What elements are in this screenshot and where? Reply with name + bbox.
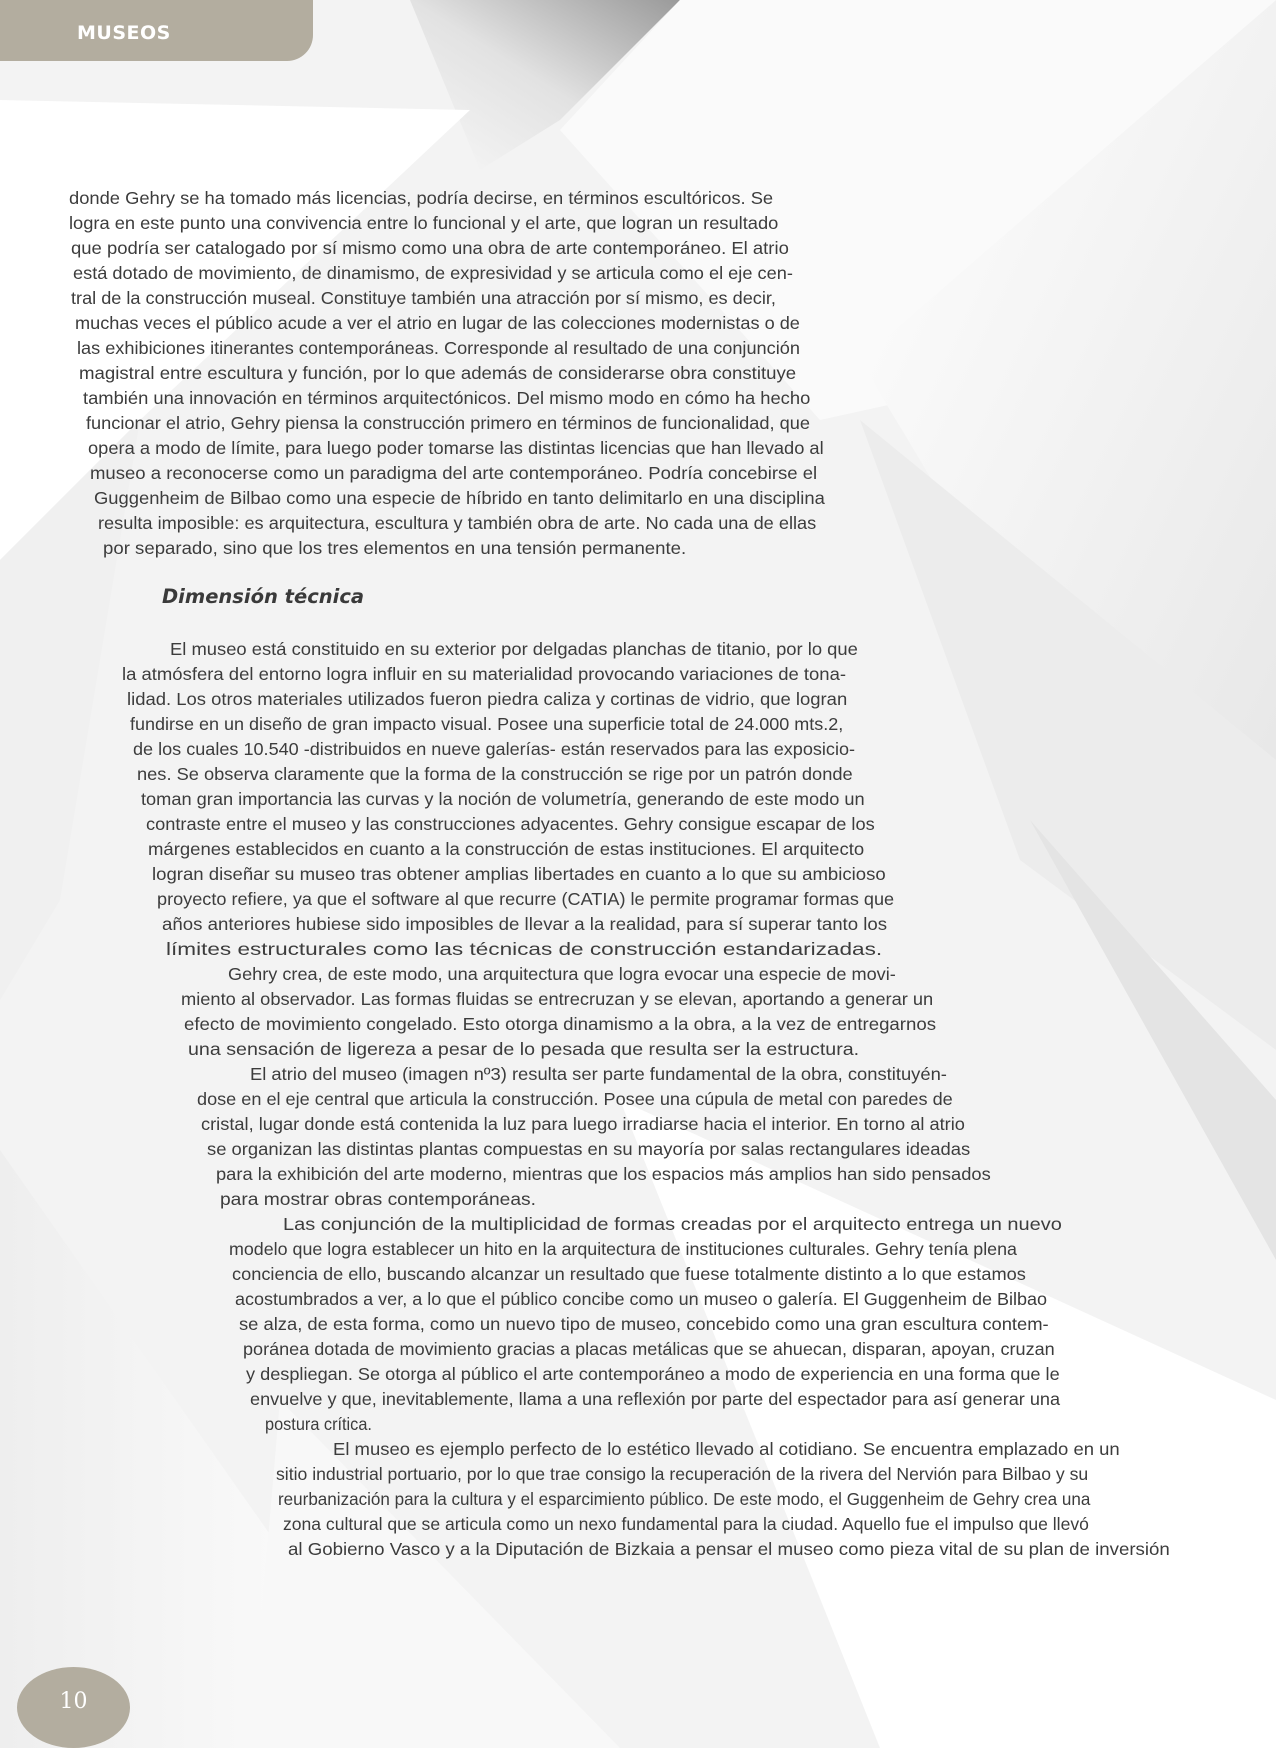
text-line: al Gobierno Vasco y a la Diputación de Bizkaia a pensar el museo como pieza vital de su plan de inversión xyxy=(288,1539,1170,1559)
text-line: El museo está constituido en su exterior por delgadas planchas de titanio, por lo que xyxy=(170,639,858,659)
text-line: donde Gehry se ha tomado más licencias, podría decirse, en términos escultóricos. Se xyxy=(69,188,774,208)
text-line: poránea dotada de movimiento gracias a placas metálicas que se ahuecan, disparan, apoyan, cruzan xyxy=(243,1339,1055,1359)
text-line: tral de la construcción museal. Constituye también una atracción por sí mismo, es decir, xyxy=(71,288,776,308)
text-line: la atmósfera del entorno logra influir en su materialidad provocando variaciones de tona- xyxy=(122,664,847,684)
text-line: miento al observador. Las formas fluidas se entrecruzan y se elevan, aportando a generar un xyxy=(181,989,934,1009)
section-tab xyxy=(0,0,313,61)
text-line: se alza, de esta forma, como un nuevo tipo de museo, concebido como una gran escultura contem- xyxy=(239,1314,1049,1334)
text-line: Las conjunción de la multiplicidad de formas creadas por el arquitecto entrega un nuevo xyxy=(283,1214,1062,1234)
text-line: de los cuales 10.540 -distribuidos en nueve galerías- están reservados para las exposicio- xyxy=(133,739,856,759)
text-line: límites estructurales como las técnicas de construcción estandarizadas. xyxy=(166,939,883,959)
text-line: sitio industrial portuario, por lo que trae consigo la recuperación de la rivera del Nervión para Bilbao y su xyxy=(276,1464,1089,1484)
text-line: contraste entre el museo y las construcciones adyacentes. Gehry consigue escapar de los xyxy=(146,814,875,834)
text-line: logran diseñar su museo tras obtener amplias libertades en cuanto a lo que su ambicioso xyxy=(152,864,886,884)
text-line: logra en este punto una convivencia entre lo funcional y el arte, que logran un resultado xyxy=(69,213,779,233)
text-line: también una innovación en términos arquitectónicos. Del mismo modo en cómo ha hecho xyxy=(83,388,811,408)
text-line: nes. Se observa claramente que la forma de la construcción se rige por un patrón donde xyxy=(137,764,853,784)
text-line: proyecto refiere, ya que el software al que recurre (CATIA) le permite programar formas que xyxy=(157,889,895,909)
section-heading: Dimensión técnica xyxy=(162,585,365,608)
text-line: para mostrar obras contemporáneas. xyxy=(220,1189,536,1209)
text-line: una sensación de ligereza a pesar de lo pesada que resulta ser la estructura. xyxy=(188,1039,860,1059)
text-line: por separado, sino que los tres elementos en una tensión permanente. xyxy=(103,538,687,558)
text-line: lidad. Los otros materiales utilizados fueron piedra caliza y cortinas de vidrio, que logran xyxy=(127,689,848,709)
text-line: resulta imposible: es arquitectura, escultura y también obra de arte. No cada una de ellas xyxy=(98,513,817,533)
text-line: y despliegan. Se otorga al público el arte contemporáneo a modo de experiencia en una forma que le xyxy=(246,1364,1060,1384)
text-line: dose en el eje central que articula la construcción. Posee una cúpula de metal con paredes de xyxy=(197,1089,953,1109)
section-label: MUSEOS xyxy=(77,22,171,44)
text-line: fundirse en un diseño de gran impacto visual. Posee una superficie total de 24.000 mts.2, xyxy=(130,714,844,734)
text-line: envuelve y que, inevitablemente, llama a una reflexión por parte del espectador para así generar una xyxy=(250,1389,1061,1409)
page-number: 10 xyxy=(59,1689,88,1714)
text-line: Gehry crea, de este modo, una arquitectura que logra evocar una especie de movi- xyxy=(228,964,896,984)
text-line: reurbanización para la cultura y el esparcimiento público. De este modo, el Guggenheim de Gehry crea una xyxy=(278,1489,1091,1509)
text-line: acostumbrados a ver, a lo que el público concibe como un museo o galería. El Guggenheim de Bilbao xyxy=(235,1289,1048,1309)
page-number-badge xyxy=(17,1667,130,1748)
text-line: museo a reconocerse como un paradigma del arte contemporáneo. Podría concebirse el xyxy=(90,463,818,483)
text-line: que podría ser catalogado por sí mismo como una obra de arte contemporáneo. El atrio xyxy=(71,238,789,258)
text-line: años anteriores hubiese sido imposibles de llevar a la realidad, para sí superar tanto los xyxy=(162,914,888,934)
text-line: El atrio del museo (imagen nº3) resulta ser parte fundamental de la obra, constituyén- xyxy=(250,1064,947,1084)
text-line: Guggenheim de Bilbao como una especie de híbrido en tanto delimitarlo en una disciplina xyxy=(94,488,825,508)
text-line: postura crítica. xyxy=(265,1414,372,1434)
text-line: magistral entre escultura y función, por lo que además de considerarse obra constituye xyxy=(79,363,797,383)
text-line: toman gran importancia las curvas y la noción de volumetría, generando de este modo un xyxy=(141,789,865,809)
text-line: zona cultural que se articula como un nexo fundamental para la ciudad. Aquello fue el impulso que llevó xyxy=(283,1514,1089,1534)
text-line: está dotado de movimiento, de dinamismo, de expresividad y se articula como el eje cen- xyxy=(73,263,793,283)
text-line: funcionar el atrio, Gehry piensa la construcción primero en términos de funcionalidad, que xyxy=(86,413,810,433)
text-line: efecto de movimiento congelado. Esto otorga dinamismo a la obra, a la vez de entregarnos xyxy=(184,1014,937,1034)
text-line: para la exhibición del arte moderno, mientras que los espacios más amplios han sido pensados xyxy=(216,1164,991,1184)
text-line: cristal, lugar donde está contenida la luz para luego irradiarse hacia el interior. En torno al atrio xyxy=(201,1114,965,1134)
text-line: modelo que logra establecer un hito en la arquitectura de instituciones culturales. Gehry tenía plena xyxy=(229,1239,1017,1259)
text-line: las exhibiciones itinerantes contemporáneas. Corresponde al resultado de una conjunción xyxy=(77,338,800,358)
text-line: muchas veces el público acude a ver el atrio en lugar de las colecciones modernistas o de xyxy=(75,313,800,333)
text-line: opera a modo de límite, para luego poder tomarse las distintas licencias que han llevado al xyxy=(88,438,824,458)
text-line: se organizan las distintas plantas compuestas en su mayoría por salas rectangulares ideadas xyxy=(207,1139,971,1159)
text-line: El museo es ejemplo perfecto de lo estético llevado al cotidiano. Se encuentra emplazado en un xyxy=(333,1439,1120,1459)
text-line: márgenes establecidos en cuanto a la construcción de estas instituciones. El arquitecto xyxy=(148,839,865,859)
text-line: conciencia de ello, buscando alcanzar un resultado que fuese totalmente distinto a lo que estamos xyxy=(232,1264,1026,1284)
